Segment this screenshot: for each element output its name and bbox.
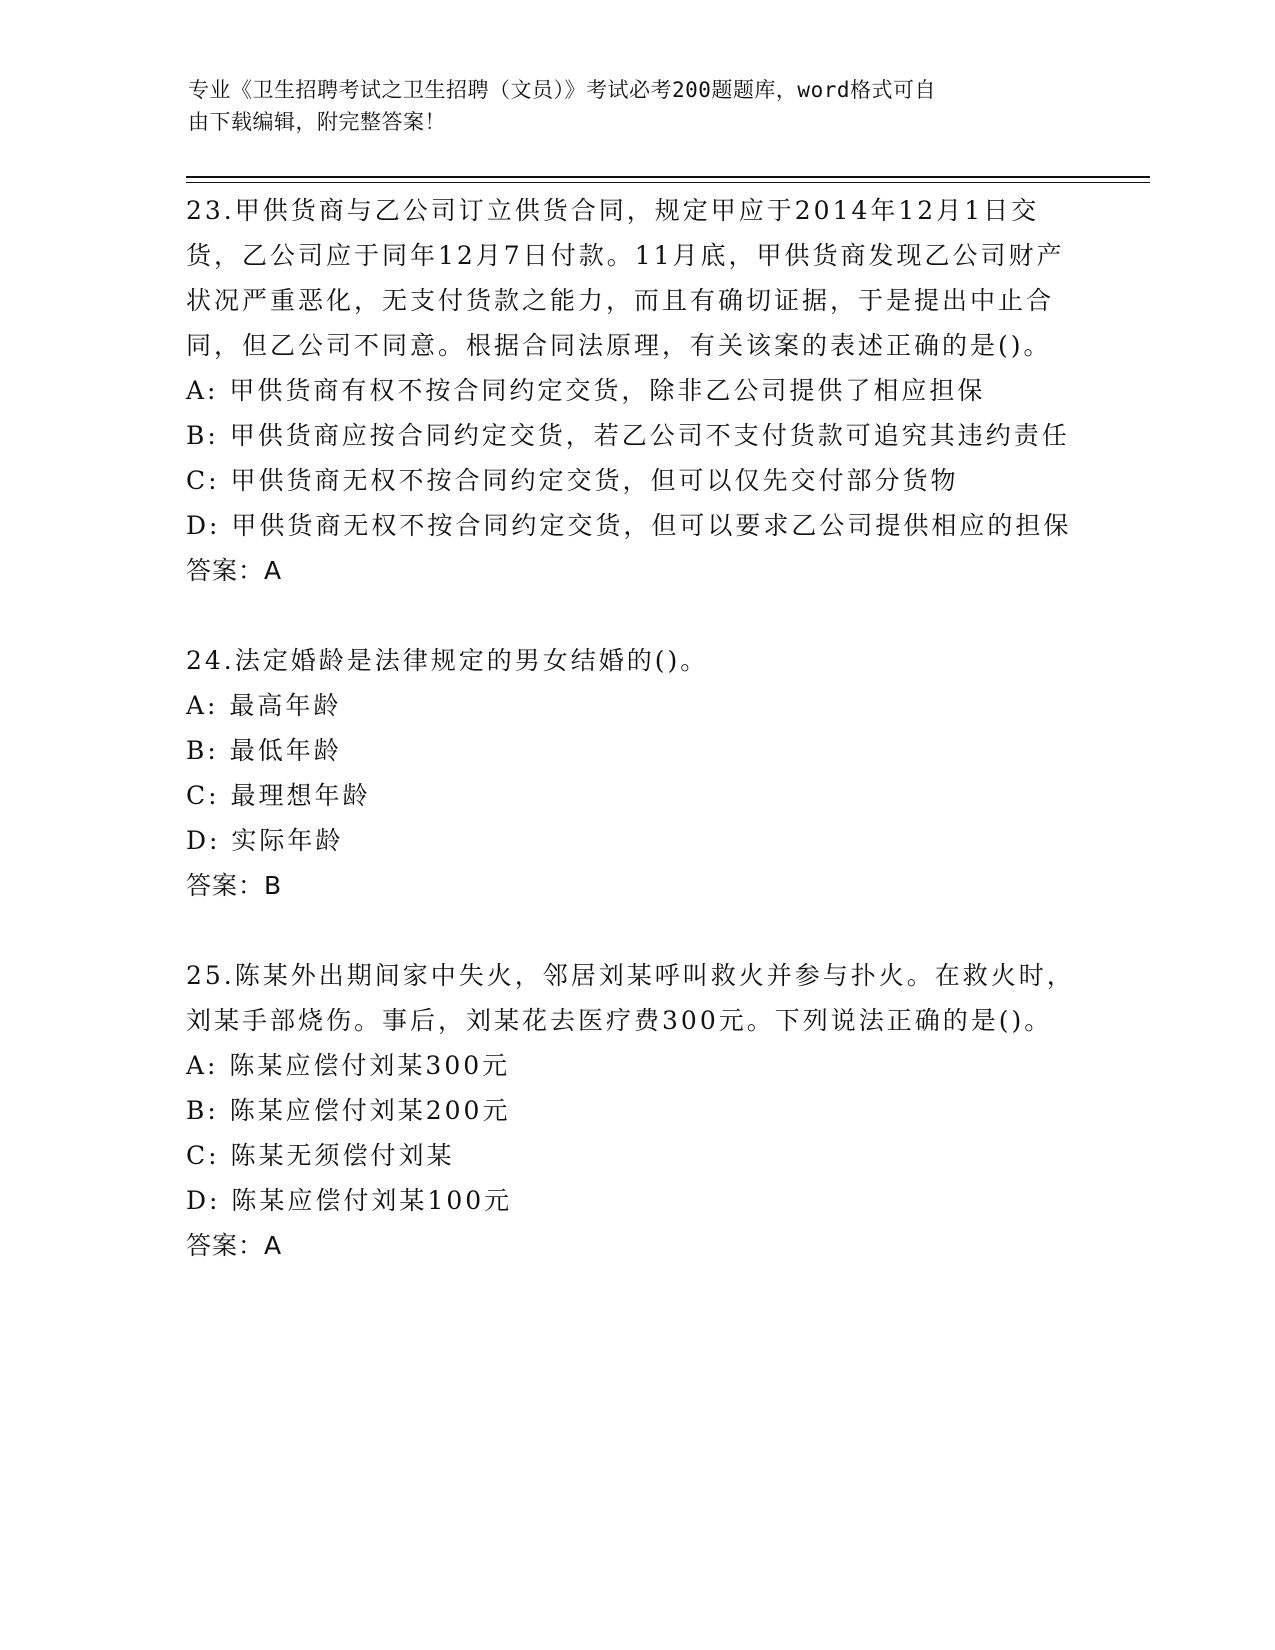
header-title-line-1: 专业《卫生招聘考试之卫生招聘（文员）》考试必考200题题库，word格式可自 — [188, 78, 936, 102]
question-25 — [186, 953, 1086, 1268]
answer: 答案：A — [186, 1231, 283, 1260]
question-list — [186, 188, 1086, 1313]
option-d: D: 甲供货商无权不按合同约定交货，但可以要求乙公司提供相应的担保 — [186, 511, 1072, 540]
option-b: B: 陈某应偿付刘某200元 — [186, 1096, 511, 1125]
option-c: C: 陈某无须偿付刘某 — [186, 1141, 455, 1170]
option-a: A: 甲供货商有权不按合同约定交货，除非乙公司提供了相应担保 — [186, 376, 986, 405]
question-stem: 23.甲供货商与乙公司订立供货合同，规定甲应于2014年12月1日交货，乙公司应于同年12月7日付款。11月底，甲供货商发现乙公司财产状况严重恶化，无支付货款之能力，而且有确切证据，于是提出中止合同，但乙公司不同意。根据合同法原理，有关该案的表述正确的是()。 — [186, 196, 1065, 360]
option-d: D: 陈某应偿付刘某100元 — [186, 1186, 513, 1215]
header-divider-thick — [186, 176, 1150, 178]
question-23 — [186, 188, 1086, 593]
option-a: A: 陈某应偿付刘某300元 — [186, 1051, 511, 1080]
header-divider-thin — [186, 182, 1150, 183]
option-c: C: 甲供货商无权不按合同约定交货，但可以仅先交付部分货物 — [186, 466, 959, 495]
document-header — [188, 74, 1068, 138]
question-stem: 24.法定婚龄是法律规定的男女结婚的()。 — [186, 646, 709, 675]
answer: 答案：A — [186, 556, 283, 585]
option-d: D: 实际年龄 — [186, 826, 344, 855]
option-c: C: 最理想年龄 — [186, 781, 371, 810]
question-24 — [186, 638, 1086, 908]
option-b: B: 甲供货商应按合同约定交货，若乙公司不支付货款可追究其违约责任 — [186, 421, 1070, 450]
header-title-line-2: 由下载编辑，附完整答案！ — [188, 110, 446, 134]
question-stem: 25.陈某外出期间家中失火，邻居刘某呼叫救火并参与扑火。在救火时，刘某手部烧伤。事后，刘某花去医疗费300元。下列说法正确的是()。 — [186, 961, 1075, 1035]
option-b: B: 最低年龄 — [186, 736, 342, 765]
option-a: A: 最高年龄 — [186, 691, 342, 720]
answer: 答案：B — [186, 871, 283, 900]
